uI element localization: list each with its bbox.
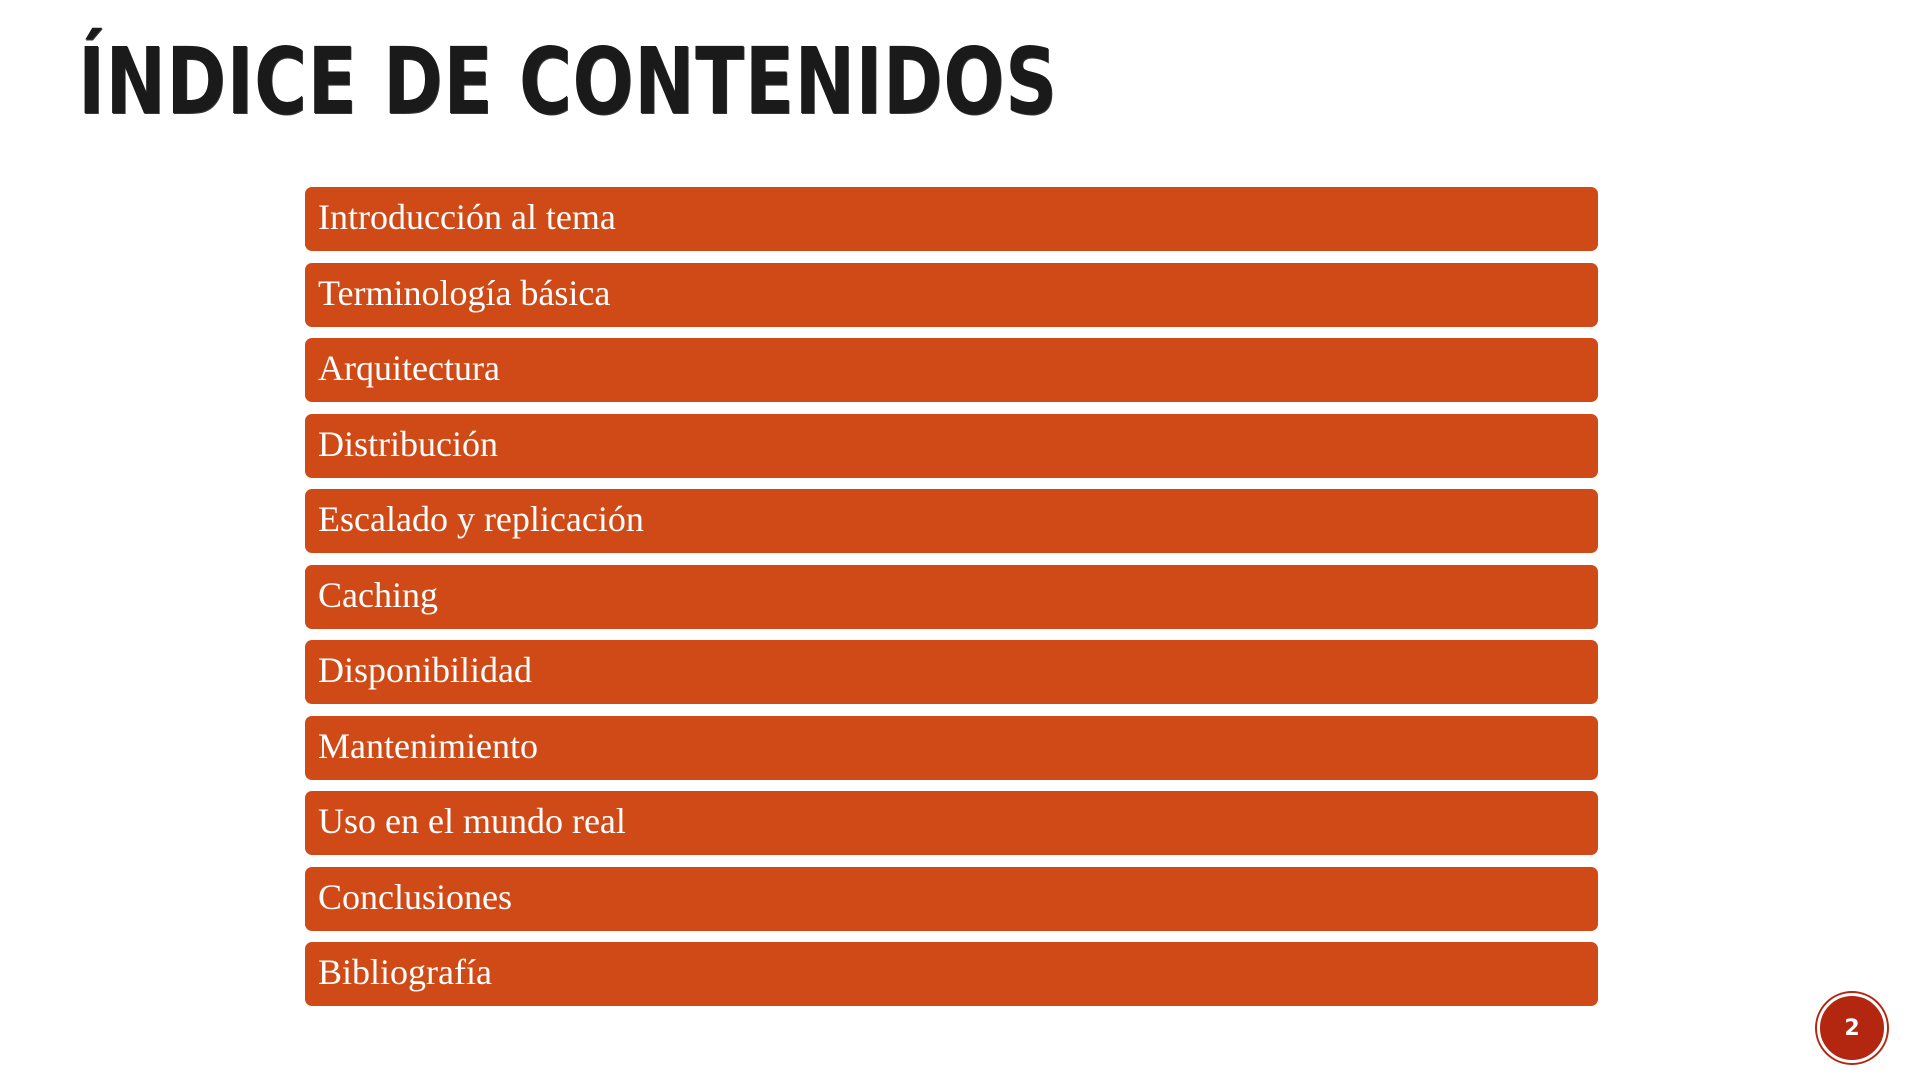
- toc-item-distribucion[interactable]: [305, 414, 1598, 478]
- toc-item-mantenimiento[interactable]: [305, 716, 1598, 780]
- toc-item-label: Bibliografía: [318, 952, 492, 992]
- toc-item-label: Disponibilidad: [318, 650, 532, 690]
- toc-item-label: Escalado y replicación: [318, 499, 644, 539]
- toc-item-caching[interactable]: [305, 565, 1598, 629]
- toc-item-disponibilidad[interactable]: [305, 640, 1598, 704]
- toc-item-conclusiones[interactable]: [305, 867, 1598, 931]
- toc-item-label: Distribución: [318, 423, 498, 464]
- toc-item-label: Caching: [318, 574, 438, 615]
- toc-item-label: Introducción al tema: [318, 197, 616, 237]
- toc-item-arquitectura[interactable]: [305, 338, 1598, 402]
- toc-item-uso-mundo-real[interactable]: [305, 791, 1598, 855]
- toc-item-introduccion[interactable]: [305, 187, 1598, 251]
- toc-item-label: Conclusiones: [318, 876, 512, 917]
- toc-item-label: Uso en el mundo real: [318, 801, 626, 841]
- toc-item-terminologia[interactable]: [305, 263, 1598, 327]
- toc-item-label: Arquitectura: [318, 348, 500, 388]
- page-number-badge: 2: [1817, 993, 1887, 1063]
- toc-item-label: Mantenimiento: [318, 725, 538, 766]
- toc-item-escalado[interactable]: [305, 489, 1598, 553]
- toc-item-bibliografia[interactable]: [305, 942, 1598, 1006]
- table-of-contents: [305, 187, 1598, 1018]
- toc-item-label: Terminología básica: [318, 272, 611, 313]
- slide-title: ÍNDICE DE CONTENIDOS: [78, 28, 1058, 135]
